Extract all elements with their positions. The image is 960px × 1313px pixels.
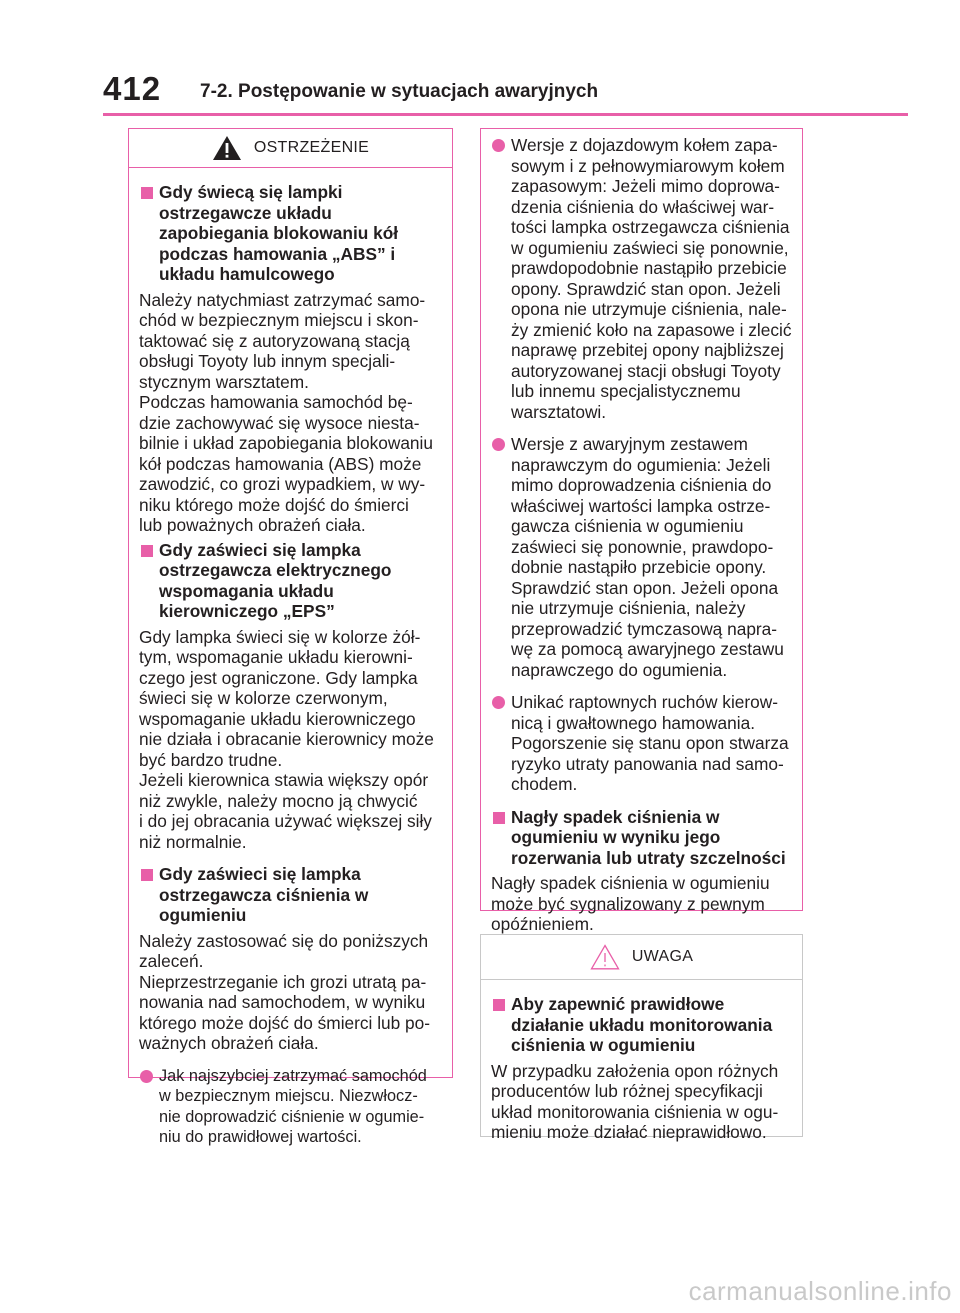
abs-warning-heading: Gdy świecą się lampki ostrzegawcze układu zapobiegania blokowaniu kół podczas hamowania „ABS” i układu hamulcowego — [139, 182, 442, 285]
warning-continuation-box — [480, 128, 803, 934]
tire-pressure-stop-bullet: Jak najszybciej zatrzymać samochód w bezpiecznym miejscu. Niezwłocz- nie doprowadzić ciśnienie w ogumie- niu do prawidłowej wartości. — [139, 1066, 442, 1148]
avoid-sudden-moves-bullet: Unikać raptownych ruchów kierow- nicą i gwałtownego hamowania. Pogorszenie się stanu opon stwarza ryzyko utraty panowania nad samo- chodem. — [491, 692, 792, 795]
tire-pressure-warning-heading: Gdy zaświeci się lampka ostrzegawcza ciśnienia w ogumieniu — [139, 864, 442, 926]
warning-triangle-icon — [212, 135, 242, 161]
notice-box — [480, 934, 803, 1142]
footer-watermark: carmanualsonline.info — [688, 1276, 952, 1306]
abs-warning-text: Należy natychmiast zatrzymać samo- chód w bezpiecznym miejscu i skon- taktować się z autoryzowaną stacją obsługi Toyoty lub innym specjali- stycznym warsztatem. Podczas hamowania samochód bę- dzie zachowywać się wysoce niesta- bilnie i układ zapobiegania blokowaniu kół podczas hamowania (ABS) może zawodzić, co grozi wypadkiem, w wy- niku którego może dojść do śmierci lub poważnych obrażeń ciała. — [139, 289, 433, 535]
header-divider — [103, 113, 908, 116]
eps-warning-text: Gdy lampka świeci się w kolorze żół- tym, wspomaganie układu kierowni- czego jest ograniczone. Gdy lampka świeci się w kolorze czerwonym, wspomaganie układu kierowniczego nie działa i obracanie kierownicy może być bardzo trudne. Jeżeli kierownica stawia większy opór niż zwykle, należy mocno ją chwycić i do jej obracania używać większej siły niż normalnie. — [139, 626, 434, 852]
page-number: 412 — [103, 70, 162, 107]
warning-box-header — [129, 129, 452, 168]
notice-box-title: UWAGA — [631, 948, 694, 965]
warning-box-title: OSTRZEŻENIE — [253, 139, 370, 156]
spare-wheel-bullet: Wersje z dojazdowym kołem zapa- sowym i z pełnowymiarowym kołem zapasowym: Jeżeli mimo doprowa- dzenia ciśnienia do właściwej war- tości lampka ostrzegawcza ciśnienia w ogumieniu zaświeci się ponownie, prawdopodobnie nastąpiło przebicie opony. Sprawdzić stan opon. Jeżeli opona nie utrzymuje ciśnienia, nale- ży zmienić koło na zapasowe i zlecić naprawę przebitej opony najbliższej autoryzowanej stacji obsługi Toyoty lub innemu specjalistycznemu warsztatowi. — [491, 135, 792, 422]
tpms-notice-heading: Aby zapewnić prawidłowe działanie układu monitorowania ciśnienia w ogumieniu — [491, 994, 792, 1056]
tpms-notice-text: W przypadku założenia opon różnych producentów lub różnej specyfikacji układ monitorowania ciśnienia w ogu- mieniu może działać nieprawidłowo. — [491, 1060, 779, 1142]
tire-pressure-warning-text: Należy zastosować się do poniższych zaleceń. Nieprzestrzeganie ich grozi utratą pa- nowania nad samochodem, w wyniku którego może dojść do śmierci lub po- ważnych obrażeń ciała. — [139, 930, 431, 1053]
page-header — [0, 0, 960, 120]
repair-kit-bullet: Wersje z awaryjnym zestawem naprawczym do ogumienia: Jeżeli mimo doprowadzenia ciśnienia do właściwej wartości lampka ostrze- gawcza ciśnienia w ogumieniu zaświeci się ponownie, prawdopo- dobnie nastąpiło przebicie opony. Sprawdzić stan opon. Jeżeli opona nie utrzymuje ciśnienia, należy przeprowadzić tymczasową napra- wę za pomocą awaryjnego zestawu naprawczego do ogumienia. — [491, 434, 792, 680]
eps-warning-heading: Gdy zaświeci się lampka ostrzegawcza elektrycznego wspomagania układu kierowniczego „EPS” — [139, 540, 442, 622]
warning-box — [128, 128, 453, 1146]
section-title: 7-2. Postępowanie w sytuacjach awaryjnych — [200, 81, 599, 102]
sudden-pressure-loss-heading: Nagły spadek ciśnienia w ogumieniu w wyniku jego rozerwania lub utraty szczelności — [491, 807, 792, 869]
sudden-pressure-loss-text: Nagły spadek ciśnienia w ogumieniu może być sygnalizowany z pewnym opóźnieniem. — [491, 873, 770, 934]
notice-triangle-icon — [590, 944, 620, 970]
notice-box-header — [481, 935, 802, 980]
